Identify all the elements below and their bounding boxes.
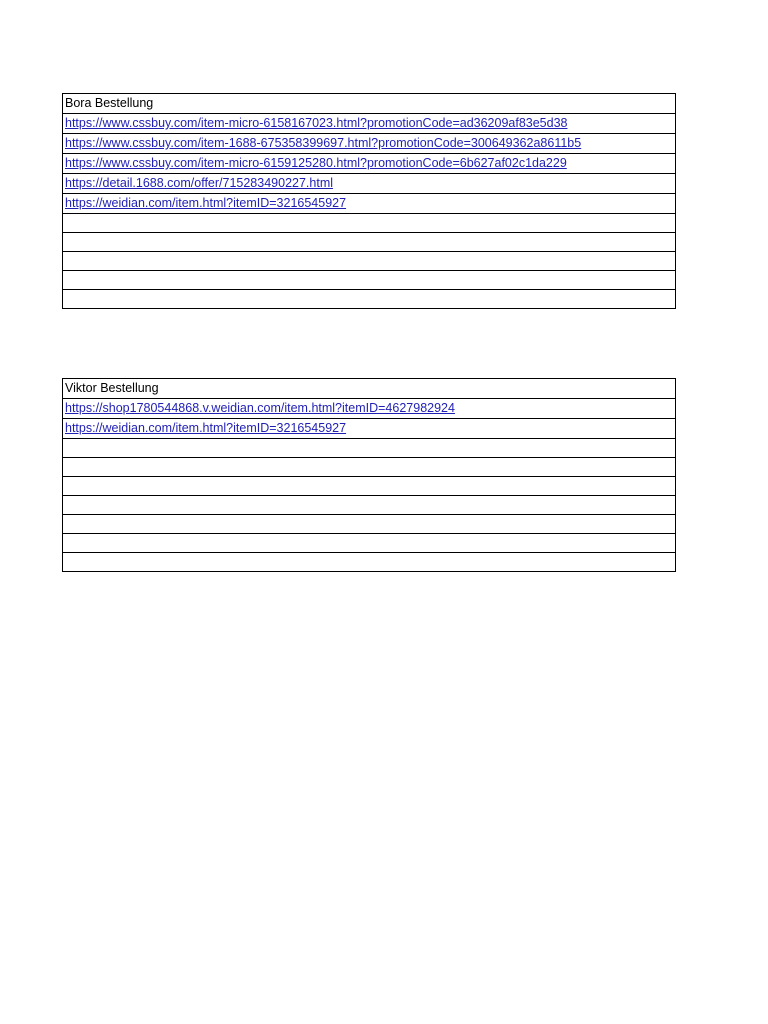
empty-cell[interactable] xyxy=(63,553,676,572)
order-link[interactable]: https://weidian.com/item.html?itemID=3216545927 xyxy=(65,196,347,210)
table-row xyxy=(63,214,676,233)
empty-cell[interactable] xyxy=(63,534,676,553)
order-link[interactable]: https://www.cssbuy.com/item-1688-675358399697.html?promotionCode=300649362a8611b5 xyxy=(65,136,582,150)
order-link[interactable]: https://detail.1688.com/offer/715283490227.html xyxy=(65,176,334,190)
empty-cell[interactable] xyxy=(63,233,676,252)
order-link[interactable]: https://www.cssbuy.com/item-micro-6158167023.html?promotionCode=ad36209af83e5d38 xyxy=(65,116,568,130)
table-row xyxy=(63,515,676,534)
empty-cell[interactable] xyxy=(63,439,676,458)
table-row xyxy=(63,252,676,271)
table-row xyxy=(63,439,676,458)
empty-cell[interactable] xyxy=(63,252,676,271)
viktor-order-table xyxy=(62,378,676,572)
link-cell xyxy=(63,134,676,154)
order-link[interactable]: https://weidian.com/item.html?itemID=3216545927 xyxy=(65,421,347,435)
empty-cell[interactable] xyxy=(63,271,676,290)
link-cell xyxy=(63,114,676,134)
link-cell xyxy=(63,174,676,194)
table-header-cell: Viktor Bestellung xyxy=(63,379,676,399)
order-link[interactable]: https://shop1780544868.v.weidian.com/item.html?itemID=4627982924 xyxy=(65,401,455,415)
table-row xyxy=(63,534,676,553)
table-row xyxy=(63,233,676,252)
link-cell xyxy=(63,154,676,174)
link-cell xyxy=(63,419,676,439)
empty-cell[interactable] xyxy=(63,515,676,534)
empty-cell[interactable] xyxy=(63,458,676,477)
table-row xyxy=(63,379,676,399)
empty-cell[interactable] xyxy=(63,477,676,496)
empty-cell[interactable] xyxy=(63,214,676,233)
table-header-cell: Bora Bestellung xyxy=(63,94,676,114)
table-row xyxy=(63,553,676,572)
table-row xyxy=(63,271,676,290)
empty-cell[interactable] xyxy=(63,290,676,309)
empty-cell[interactable] xyxy=(63,496,676,515)
table-row xyxy=(63,94,676,114)
table-row xyxy=(63,290,676,309)
table-row xyxy=(63,399,676,419)
table-row xyxy=(63,194,676,214)
bora-order-table xyxy=(62,93,676,309)
link-cell xyxy=(63,194,676,214)
table-row xyxy=(63,114,676,134)
table-row xyxy=(63,174,676,194)
table-row xyxy=(63,458,676,477)
table-row xyxy=(63,154,676,174)
table-row xyxy=(63,496,676,515)
table-row xyxy=(63,477,676,496)
table-row xyxy=(63,134,676,154)
order-link[interactable]: https://www.cssbuy.com/item-micro-6159125280.html?promotionCode=6b627af02c1da229 xyxy=(65,156,567,170)
table-row xyxy=(63,419,676,439)
link-cell xyxy=(63,399,676,419)
